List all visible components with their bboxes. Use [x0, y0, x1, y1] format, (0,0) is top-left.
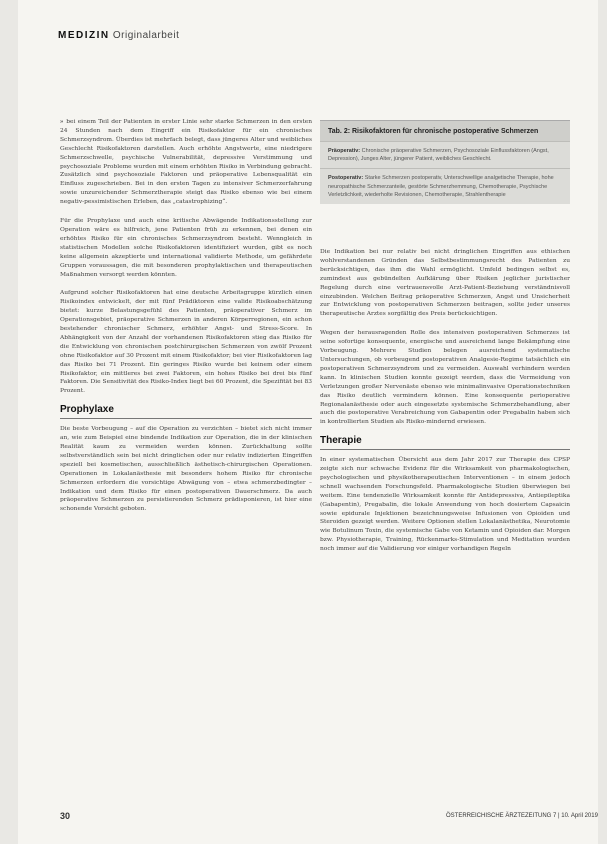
article-type: Originalarbeit: [112, 30, 180, 41]
paragraph: Für die Prophylaxe und auch eine kritische Abwägende Indikationsstellung zur Operation wäre es hilfreich, jene Patienten früh zu erkennen, bei denen ein erhöhtes Risiko für ein chronisches Schmerzsyndrom besteht. Wenngleich in statistischen Modellen solche Risikofaktoren identifiziert wurden, gibt es noch keine allgemein akzeptierte und international validierte Methode, um gefährdete Gruppen voraussagen, die mit besonderen prophylaktischen und therapeutischen Maßnahmen versorgt werden könnten.: [60, 218, 312, 278]
right-column: [320, 248, 570, 564]
section-heading-prophylaxe: Prophylaxe: [60, 406, 312, 419]
table-row: [320, 141, 570, 168]
left-column: [60, 118, 312, 524]
paragraph: Die Indikation bei nur relativ bei nicht dringlichen Eingriffen aus ethischen wohlverstandenen Gründen das Selbstbestimmungsrecht des Patienten zu berücksichtigen, das ihm die Wahl ermöglicht. Umfeld bedingen selbst es, zumindest aus gebündelten Aufklärung über Risiken jeglicher juristischer Regelung durch eine vertrauensvolle Arzt-Patient-Beziehung verständnisvoll einzubinden. Welchen Beitrag präoperative Schmerzen, Angst und Unsicherheit zur Entwicklung von postoperativen Schmerzen beitragen, sollte jeder unseres therapeutische Arztes sorgfältig des Preis berücksichtigen.: [320, 249, 570, 318]
row-text: Chronische präoperative Schmerzen, Psychosoziale Einflussfaktoren (Angst, Depression), Junges Alter, jüngerer Patient, weibliches Geschlecht.: [328, 148, 549, 163]
row-label: Präoperativ:: [328, 148, 361, 154]
paragraph: Wegen der herausragenden Rolle des intensiven postoperativen Schmerzes ist seine sofortige konsequente, energische und ausreichend lange Bekämpfung eine Vorbeugung. Mehrere Studien belegen ausreichend systematische Untersuchungen, ob vorbeugend postoperativen Analgesie-Regime tatsächlich ein postoperativen Schmerzsyndrom und zu vermeiden. Auswahl verhindern werden kann. In klinischen Studien konnte gezeigt werden, dass die Vermeidung von Verletzungen großer Nervenäste ebenso wie minimalinvasive Operationstechniken das Risiko deutlich vermindern können. Eine konsequente perioperative Regionalanästhesie oder auch eingesetzte systemische Schmerzbehandlung, aber auch die postoperative Verabreichung von Gabapentin oder Pregabalin haben sich in kontrollierten Studien als Risiko-mindernd erwiesen.: [320, 330, 570, 426]
table-row: [320, 168, 570, 204]
paragraph: In einer systematischen Übersicht aus dem Jahr 2017 zur Therapie des CPSP zeigte sich nur schwache Evidenz für die Wirksamkeit von pharmakologischen, psychologischen und physikotherapeutischen Interventionen – in einem jedoch schnell wachsenden Forschungsfeld. Pharmakologische Studien überwiegen bei weitem. Eine tendenzielle Wirksamkeit konnte für Antidepressiva, Antiepileptika (Gabapentin), Pregabalin, die lokale Anwendung von hoch dosiertem Capsaicin sowie epidurale Injektionen bezeichnungsweise Infusionen von Opioiden und Steroiden gezeigt werden. Weitere Optionen stellen Lokalanästhetika, Neurotomie wie Botulinum Toxin, die systemische Gabe von Ketamin und Opioiden dar. Morgen bzw. Physiotherapie, Training, Rückenmarks-Stimulation und Meditation wurden noch immer auf die Validierung vor einiger vorhandigen Regeln: [320, 457, 570, 553]
paragraph-text: bei einem Teil der Patienten in erster Linie sehr starke Schmerzen in den ersten 24 Stunden nach dem Eingriff ein Risikofaktor für ein chronisches Schmerzsyndrom. Überdies ist mehrfach belegt, dass jüngeres Alter und weibliches Geschlecht Risikofaktoren darstellen. Auch erhöhte Angstwerte, eine niedrigere Schmerzschwelle, psychische Vulnerabilität, depressive Verstimmung und psychosoziale Probleme wurden mit einem erhöhten Risiko in Verbindung gebracht. Zusätzlich sind psychosoziale Faktoren und präoperative Lebensqualität ein Einfluss zugeschrieben. Bei in den ersten Tagen zu intensiver Schmerzerfahrung sowie unzureichender Schmerztherapie steigt das Risiko ebenso wie bei einem negativ-pessimistischen Erleben, das „catastrophizing“.: [60, 119, 312, 206]
risk-factor-table: [320, 120, 570, 204]
document-page: [18, 0, 598, 844]
section-label: MEDIZIN: [58, 30, 110, 41]
arrow-bullet-icon: »: [60, 119, 64, 125]
paragraph: Die beste Vorbeugung – auf die Operation zu verzichten – bietet sich nicht immer an, wie zum Beispiel eine bindende Indikation zur Operation, die in der klinischen Realität kaum zu vermeiden werden können. Zurückhaltung sollte selbstverständlich sein bei nicht dringlichen oder nur relativ indizierten Eingriffen speziell bei kosmetischen, ausschließlich ästhetisch-chirurgischen Operationen. Operationen in Lokalanästhesie mit besonders hohem Risiko für chronische Schmerzen erfordern die vorsichtige Abwägung von – etwa schmerzbedingter – Indikation und dem Risiko für einen postoperativen Dauerschmerz. Da auch präoperative Schmerzen zu persistierenden Schmerz prädisponieren, ist hier eine schonende Vorsicht geboten.: [60, 426, 312, 513]
journal-footer: ÖSTERREICHISCHE ÄRZTEZEITUNG 7 | 10. April 2019: [446, 813, 598, 819]
paragraph: [60, 118, 312, 207]
paragraph: Aufgrund solcher Risikofaktoren hat eine deutsche Arbeitsgruppe kürzlich einen Risikoindex entwickelt, der mit fünf Prädiktoren eine valide Risikoabschätzung bietet: kurze Belastungsgefühl des Patienten, präoperativer Schmerz im Operationsgebiet, präoperative Schmerzen in anderen Körperregionen, ein schon bestehender chronischer Schmerz, erhöhter Angst- und Stress-Score. In Abhängigkeit von der Anzahl der vorhandenen Risikofaktoren stieg das Risiko für die Entwicklung von chronischen postchirurgischen Schmerzen von zwölf Prozent ohne Risikofaktor auf 30 Prozent mit einem Risikofaktor; bei vier Risikofaktoren lag das Risiko bei 71 Prozent. Ein geringes Risiko wurde bei keinem oder einem Risikofaktor, ein mittleres bei zwei Faktoren, ein hohes Risiko bei drei bis fünf Faktoren. Die Sensitivität des Risiko-Index liegt bei 60 Prozent, die Spezifität bei 83 Prozent.: [60, 290, 312, 395]
section-heading-therapie: Therapie: [320, 437, 570, 450]
row-label: Postoperativ:: [328, 175, 364, 182]
page-number: 30: [60, 811, 71, 821]
table-title: Tab. 2: Risikofaktoren für chronische postoperative Schmerzen: [320, 121, 570, 141]
page-header: [58, 30, 179, 41]
row-text: Starke Schmerzen postoperativ, Unterschwellige analgetische Therapie, hohe neuropathische Schmerzanteile, gestörte Schmerzhemmung, Chemotherapie, Psychische Verletzlichkeit, wiederholte Revisionen, Chemotherapie, Strahlentherapie: [328, 175, 554, 198]
